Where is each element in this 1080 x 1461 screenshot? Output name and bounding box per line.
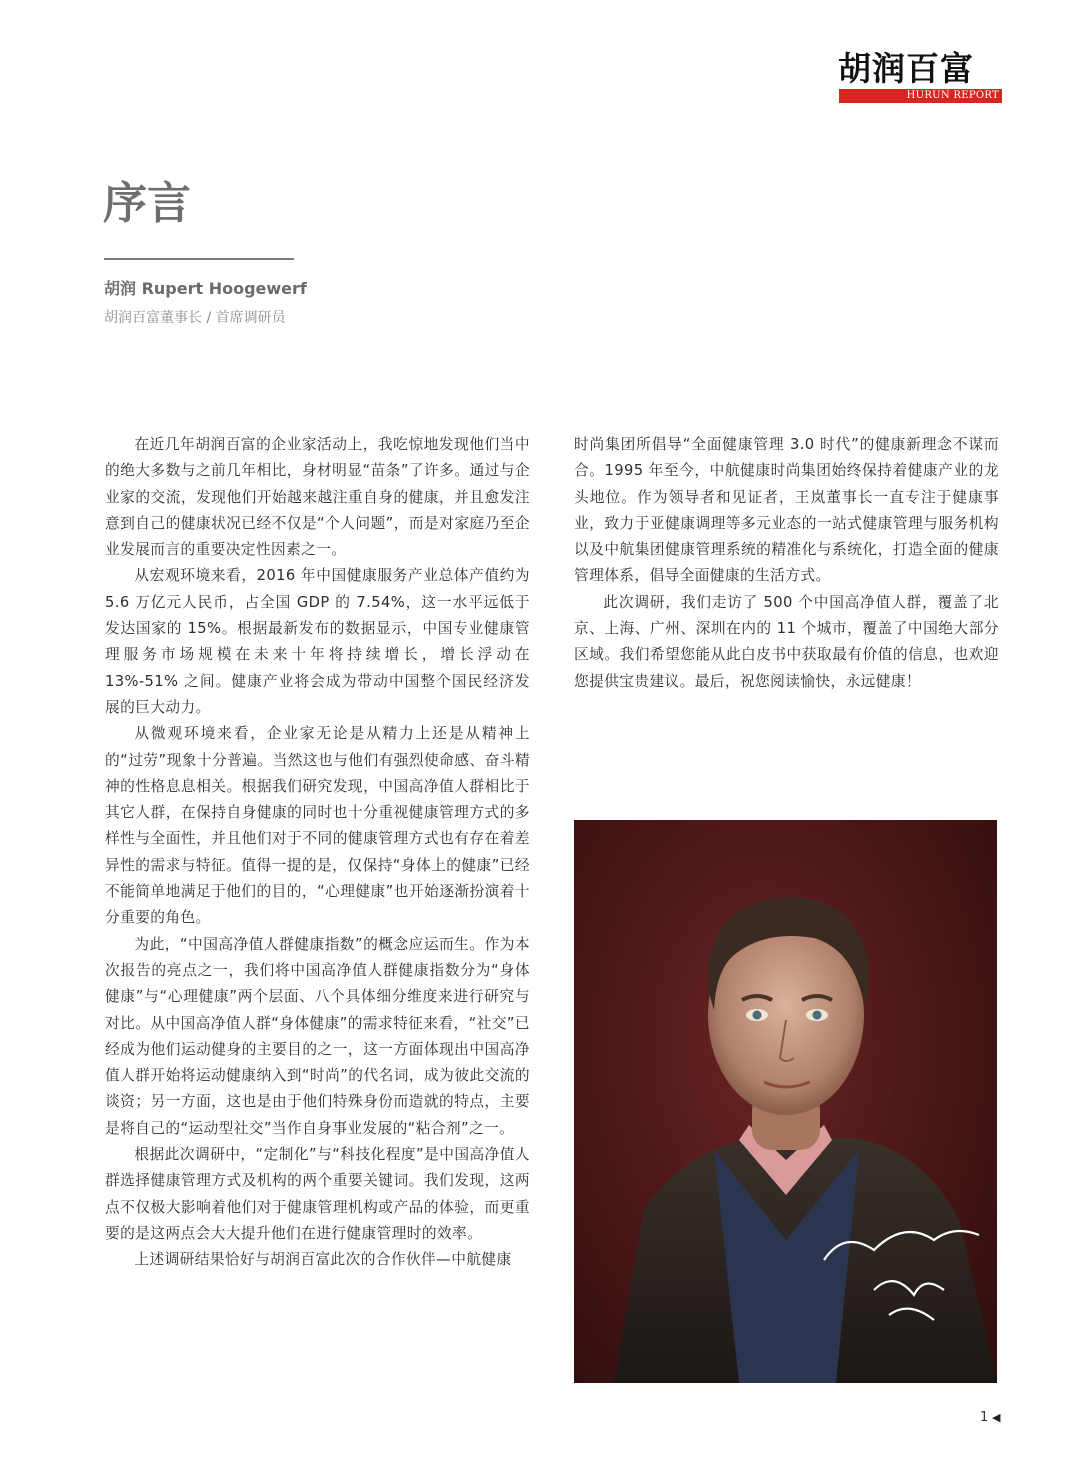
left-text-column	[105, 432, 530, 1274]
paragraph: 从宏观环境来看，2016 年中国健康服务产业总体产值约为 5.6 万亿元人民币，占全国 GDP 的 7.54%，这一水平远低于发达国家的 15%。根据最新发布的数据显示，中国专业健康管理服务市场规模在未来十年将持续增长，增长浮动在 13%-51% 之间。健康产业将会成为带动中国整个国民经济发展的巨大动力。	[105, 567, 530, 716]
paragraph: 此次调研，我们走访了 500 个中国高净值人群，覆盖了北京、上海、广州、深圳在内的 11 个城市，覆盖了中国绝大部分区域。我们希望您能从此白皮书中获取最有价值的信息，也欢迎您提供宝贵建议。最后，祝您阅读愉快，永远健康！	[574, 593, 999, 690]
author-role: 胡润百富董事长 / 首席调研员	[104, 310, 286, 326]
paragraph-continued: 时尚集团所倡导“全面健康管理 3.0 时代”的健康新理念不谋而合。1995 年至今，中航健康时尚集团始终保持着健康产业的龙头地位。作为领导者和见证者，王岚董事长一直专注于健康事业，致力于亚健康调理等多元业态的一站式健康管理与服务机构以及中航集团健康管理系统的精准化与系统化，打造全面的健康管理体系，倡导全面健康的生活方式。	[574, 436, 999, 585]
logo-english-text: HURUN REPORT	[906, 90, 999, 101]
title-divider	[104, 258, 294, 260]
paragraph: 在近几年胡润百富的企业家活动上，我吃惊地发现他们当中的绝大多数与之前几年相比，身材明显“苗条”了许多。通过与企业家的交流，发现他们开始越来越注重自身的健康，并且愈发注意到自己的健康状况已经不仅是“个人问题”，而是对家庭乃至企业发展而言的重要决定性因素之一。	[105, 436, 530, 559]
page-marker-icon: ◀	[992, 1411, 1001, 1424]
logo-red-bar	[839, 89, 1002, 103]
paragraph: 为此，“中国高净值人群健康指数”的概念应运而生。作为本次报告的亮点之一，我们将中国高净值人群健康指数分为“身体健康”与“心理健康”两个层面、八个具体细分维度来进行研究与对比。从中国高净值人群“身体健康”的需求特征来看，“社交”已经成为他们运动健身的主要目的之一，这一方面体现出中国高净值人群开始将运动健康纳入到“时尚”的代名词，成为彼此交流的谈资；另一方面，这也是由于他们特殊身份而造就的特点，主要是将自己的“运动型社交”当作自身事业发展的“粘合剂”之一。	[105, 935, 530, 1137]
author-name: 胡润 Rupert Hoogewerf	[104, 279, 307, 298]
hurun-report-logo	[838, 50, 1003, 104]
page-number: 1	[980, 1410, 989, 1425]
right-text-column	[574, 432, 999, 695]
paragraph: 上述调研结果恰好与胡润百富此次的合作伙伴—中航健康	[134, 1251, 512, 1269]
paragraph: 根据此次调研中，“定制化”与“科技化程度”是中国高净值人群选择健康管理方式及机构的两个重要关键词。我们发现，这两点不仅极大影响着他们对于健康管理机构或产品的体验，而更重要的是这两点会大大提升他们在进行健康管理时的效率。	[105, 1146, 530, 1242]
author-portrait	[574, 820, 997, 1383]
page-title: 序言	[103, 178, 191, 229]
logo-chinese-text: 胡润百富	[838, 49, 974, 88]
paragraph: 从微观环境来看，企业家无论是从精力上还是从精神上的“过劳”现象十分普遍。当然这也与他们有强烈使命感、奋斗精神的性格息息相关。根据我们研究发现，中国高净值人群相比于其它人群，在保持自身健康的同时也十分重视健康管理方式的多样性与全面性，并且他们对于不同的健康管理方式也有存在着差异性的需求与特征。值得一提的是，仅保持“身体上的健康”已经不能简单地满足于他们的目的，“心理健康”也开始逐渐扮演着十分重要的角色。	[105, 725, 530, 927]
portrait-illustration	[574, 820, 997, 1383]
